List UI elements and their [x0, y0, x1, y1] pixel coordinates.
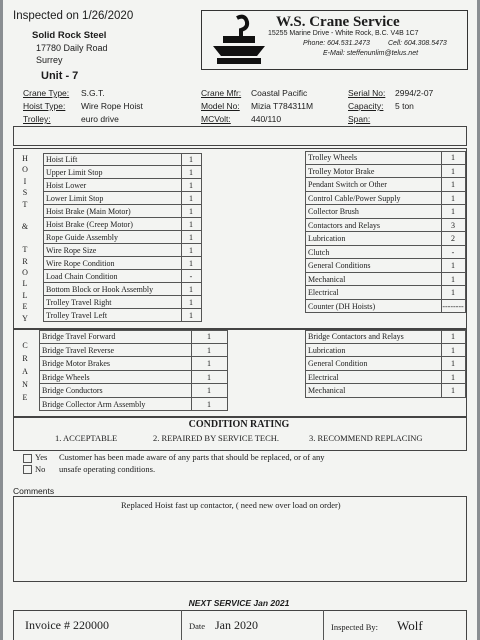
no-checkbox[interactable]	[23, 465, 32, 474]
serial-label: Serial No:	[348, 88, 386, 98]
crane-right-right-border	[465, 330, 466, 398]
hoist-left-item-value: 1	[189, 298, 193, 307]
hoist-right-item-label: Lubrication	[308, 234, 346, 243]
mcvolt-value: 440/110	[251, 114, 282, 124]
capacity-value: 5 ton	[395, 101, 414, 111]
footer-divider-1	[181, 610, 182, 640]
crane-right-item-value: 1	[451, 345, 455, 355]
inspection-form	[3, 0, 477, 640]
hoist-left-row	[43, 270, 201, 283]
hoist-left-item-label: Hoist Brake (Creep Motor)	[46, 220, 133, 229]
hoist-right-row	[305, 273, 465, 287]
hoist-left-row	[43, 309, 201, 322]
hoist-right-row	[305, 286, 465, 300]
hoist-left-row	[43, 179, 201, 192]
hoist-left-right-border	[201, 153, 202, 322]
hoist-left-row	[43, 296, 201, 309]
side-letter: S	[22, 188, 28, 198]
side-letter: R	[22, 354, 28, 363]
hoist-left-item-label: Trolley Travel Left	[46, 311, 108, 320]
crane-right-item-value: 1	[451, 372, 455, 382]
hoist-left-item-value: 1	[189, 155, 193, 164]
hoist-right-row	[305, 259, 465, 273]
company-email: E-Mail: steffenunlim@telus.net	[323, 50, 419, 57]
hoist-right-item-value: 1	[451, 180, 455, 189]
crane-right-row	[305, 330, 465, 344]
hoist-left-row	[43, 192, 201, 205]
side-letter: R	[22, 256, 28, 266]
hoist-right-row	[305, 165, 465, 179]
rating-option-2: 2. REPAIRED BY SERVICE TECH.	[153, 433, 280, 443]
hoist-left-item-label: Lower Limit Stop	[46, 194, 104, 203]
hoist-right-row	[305, 151, 465, 165]
hoist-right-item-value: 1	[451, 193, 455, 203]
hoist-type-label: Hoist Type:	[23, 101, 66, 111]
crane-left-row	[39, 357, 227, 371]
side-letter: E	[22, 393, 28, 402]
customer-name: Solid Rock Steel	[32, 30, 107, 41]
hoist-left-item-label: Load Chain Condition	[46, 272, 118, 281]
hoist-right-item-value: 3	[451, 220, 455, 230]
side-letter: I	[23, 176, 27, 186]
inspected-by-label: Inspected By:	[331, 622, 378, 632]
hoist-left-row	[43, 231, 201, 244]
invoice-number: Invoice # 220000	[25, 618, 109, 632]
crane-left-item-value: 1	[207, 386, 211, 395]
hoist-right-item-label: Collector Brush	[308, 207, 359, 216]
crane-left-item-label: Bridge Travel Forward	[42, 332, 116, 341]
hoist-left-row	[43, 205, 201, 218]
hoist-right-row	[305, 300, 465, 314]
rating-option-1: 1. ACCEPTABLE	[55, 433, 118, 443]
crane-mfr-value: Coastal Pacific	[251, 88, 308, 98]
hoist-right-right-border	[465, 151, 466, 313]
hoist-right-item-label: Contactors and Relays	[308, 220, 380, 230]
side-letter: L	[22, 290, 28, 300]
rating-option-3: 3. RECOMMEND REPLACING	[309, 433, 423, 443]
trolley-label: Trolley:	[23, 114, 51, 124]
crane-left-item-label: Bridge Travel Reverse	[42, 345, 114, 355]
hoist-left-item-value: 1	[189, 246, 193, 255]
customer-city: Surrey	[36, 55, 63, 65]
inspection-date: Inspected on 1/26/2020	[13, 10, 134, 22]
crane-left-item-value: 1	[207, 399, 211, 409]
hoist-right-item-label: General Conditions	[308, 261, 371, 270]
hoist-right-item-value: 2	[451, 234, 455, 243]
crane-left-item-label: Bridge Collector Arm Assembly	[42, 399, 146, 409]
date-value: Jan 2020	[215, 618, 258, 632]
hoist-left-item-value: -	[189, 272, 193, 281]
crane-right-item-label: General Condition	[308, 359, 368, 368]
hoist-left-item-value: 1	[189, 220, 193, 229]
hoist-right-row	[305, 232, 465, 246]
model-value: Mizia T784311M	[251, 101, 314, 111]
side-letter: N	[22, 380, 28, 389]
inspected-by-value: Wolf	[397, 618, 423, 633]
crane-right-item-label: Lubrication	[308, 345, 346, 355]
hoist-left-item-label: Wire Rope Size	[46, 246, 97, 255]
crane-right-row	[305, 344, 465, 358]
hoist-right-row	[305, 219, 465, 233]
no-label: No	[35, 464, 46, 474]
blank-header-bar	[13, 126, 467, 146]
hoist-left-item-label: Rope Guide Assembly	[46, 233, 118, 242]
hoist-left-item-value: 1	[189, 311, 193, 320]
crane-left-item-value: 1	[207, 372, 211, 382]
crane-left-row	[39, 398, 227, 412]
unit-number: Unit - 7	[41, 70, 79, 82]
serial-value: 2994/2-07	[395, 88, 434, 98]
crane-right-row	[305, 384, 465, 398]
crane-type-label: Crane Type:	[23, 88, 70, 98]
side-letter: E	[22, 302, 28, 312]
crane-right-row	[305, 371, 465, 385]
hoist-left-row	[43, 218, 201, 231]
hoist-right-row	[305, 246, 465, 260]
hoist-left-item-value: 1	[189, 207, 193, 216]
crane-left-item-label: Bridge Wheels	[42, 372, 90, 382]
crane-left-item-label: Bridge Motor Brakes	[42, 359, 110, 368]
hoist-left-item-label: Hoist Lift	[46, 155, 78, 164]
customer-address: 17780 Daily Road	[36, 43, 108, 53]
hoist-right-row	[305, 205, 465, 219]
company-name: W.S. Crane Service	[276, 14, 400, 30]
hoist-right-item-value: 1	[451, 288, 455, 297]
hoist-left-row	[43, 257, 201, 270]
hoist-left-item-value: 1	[189, 168, 193, 177]
hoist-right-item-value: 1	[451, 207, 455, 216]
side-letter: C	[22, 341, 28, 350]
customer-block	[32, 30, 108, 66]
yes-label: Yes	[35, 452, 48, 462]
side-letter: H	[22, 154, 28, 163]
side-letter: T	[22, 199, 28, 209]
hoist-right-item-value: 1	[451, 153, 455, 162]
hoist-left-row	[43, 244, 201, 257]
hoist-right-item-label: Clutch	[308, 247, 330, 257]
hoist-left-item-label: Bottom Block or Hook Assembly	[46, 285, 154, 294]
crane-left-item-value: 1	[207, 345, 211, 355]
hoist-left-row	[43, 166, 201, 179]
hoist-left-row	[43, 153, 201, 166]
hoist-left-item-label: Upper Limit Stop	[46, 168, 103, 177]
hoist-left-item-value: 1	[189, 233, 193, 242]
hoist-right-item-label: Trolley Wheels	[308, 153, 358, 162]
mcvolt-label: MCVolt:	[201, 114, 231, 124]
crane-hook-logo	[207, 12, 271, 68]
hoist-left-item-label: Trolley Travel Right	[46, 298, 112, 307]
hoist-right-item-label: Trolley Motor Brake	[308, 166, 375, 176]
aware-line-1: Customer has been made aware of any parts that should be replaced, or of any	[59, 452, 325, 462]
hoist-left-item-label: Hoist Lower	[46, 181, 87, 190]
crane-mfr-label: Crane Mfr:	[201, 88, 242, 98]
capacity-label: Capacity:	[348, 101, 384, 111]
hoist-left-item-value: 1	[189, 259, 193, 268]
crane-right-item-label: Electrical	[308, 372, 339, 382]
hoist-right-item-label: Electrical	[308, 288, 339, 297]
side-letter: O	[22, 268, 28, 277]
crane-right-row	[305, 357, 465, 371]
hoist-right-item-value: 1	[451, 274, 455, 284]
hoist-right-item-label: Counter (DH Hoists)	[308, 301, 376, 311]
hoist-left-item-label: Hoist Brake (Main Motor)	[46, 207, 131, 216]
hoist-right-item-label: Mechanical	[308, 274, 346, 284]
crane-left-right-border	[227, 330, 228, 411]
next-service: NEXT SERVICE Jan 2021	[188, 598, 290, 608]
crane-left-item-label: Bridge Conductors	[42, 386, 103, 395]
crane-left-row	[39, 384, 227, 398]
crane-left-row	[39, 371, 227, 385]
side-letter: &	[21, 222, 29, 232]
crane-right-item-value: 1	[451, 359, 455, 368]
hoist-right-item-value: 1	[451, 261, 455, 270]
company-cell: Cell: 604.308.5473	[388, 40, 447, 47]
crane-left-row	[39, 330, 227, 344]
rating-title: CONDITION RATING	[188, 419, 290, 430]
date-label: Date	[189, 621, 206, 631]
hoist-right-item-label: Control Cable/Power Supply	[308, 193, 401, 203]
hoist-right-row	[305, 178, 465, 192]
crane-right-item-value: 1	[451, 386, 455, 395]
crane-right-item-value: 1	[451, 332, 455, 341]
crane-left-row	[39, 344, 227, 358]
trolley-value: euro drive	[81, 114, 119, 124]
hoist-right-item-value: 1	[451, 166, 455, 176]
span-label: Span:	[348, 114, 371, 124]
crane-right-item-label: Mechanical	[308, 386, 346, 395]
side-letter: T	[22, 245, 28, 255]
hoist-right-item-label: Pendant Switch or Other	[308, 180, 387, 189]
footer-divider-2	[323, 610, 324, 640]
side-letter: O	[22, 165, 28, 175]
model-label: Model No:	[201, 101, 240, 111]
comments-text: Replaced Hoist fast up contactor, ( need new over load on order)	[121, 500, 341, 510]
side-letter: Y	[22, 313, 28, 323]
hoist-left-item-value: 1	[189, 194, 193, 203]
hoist-right-item-value: -	[451, 247, 455, 257]
side-letter: A	[22, 367, 28, 376]
hoist-left-item-label: Wire Rope Condition	[46, 259, 115, 268]
company-phone: Phone: 604.531.2473	[303, 40, 370, 47]
hoist-right-item-value: --------	[442, 301, 464, 311]
hoist-left-item-value: 1	[189, 181, 193, 190]
company-address: 15255 Marine Drive - White Rock, B.C. V4B 1C7	[268, 30, 419, 37]
yes-checkbox[interactable]	[23, 454, 32, 463]
crane-left-item-value: 1	[207, 332, 211, 341]
crane-right-item-label: Bridge Contactors and Relays	[308, 332, 404, 341]
side-letter: L	[22, 279, 28, 289]
crane-type-value: S.G.T.	[81, 88, 105, 98]
crane-left-item-value: 1	[207, 359, 211, 368]
hoist-right-row	[305, 192, 465, 206]
aware-line-2: unsafe operating conditions.	[59, 464, 156, 474]
hoist-type-value: Wire Rope Hoist	[81, 101, 143, 111]
hoist-left-item-value: 1	[189, 285, 193, 294]
comments-label: Comments	[13, 486, 55, 496]
hoist-left-row	[43, 283, 201, 296]
